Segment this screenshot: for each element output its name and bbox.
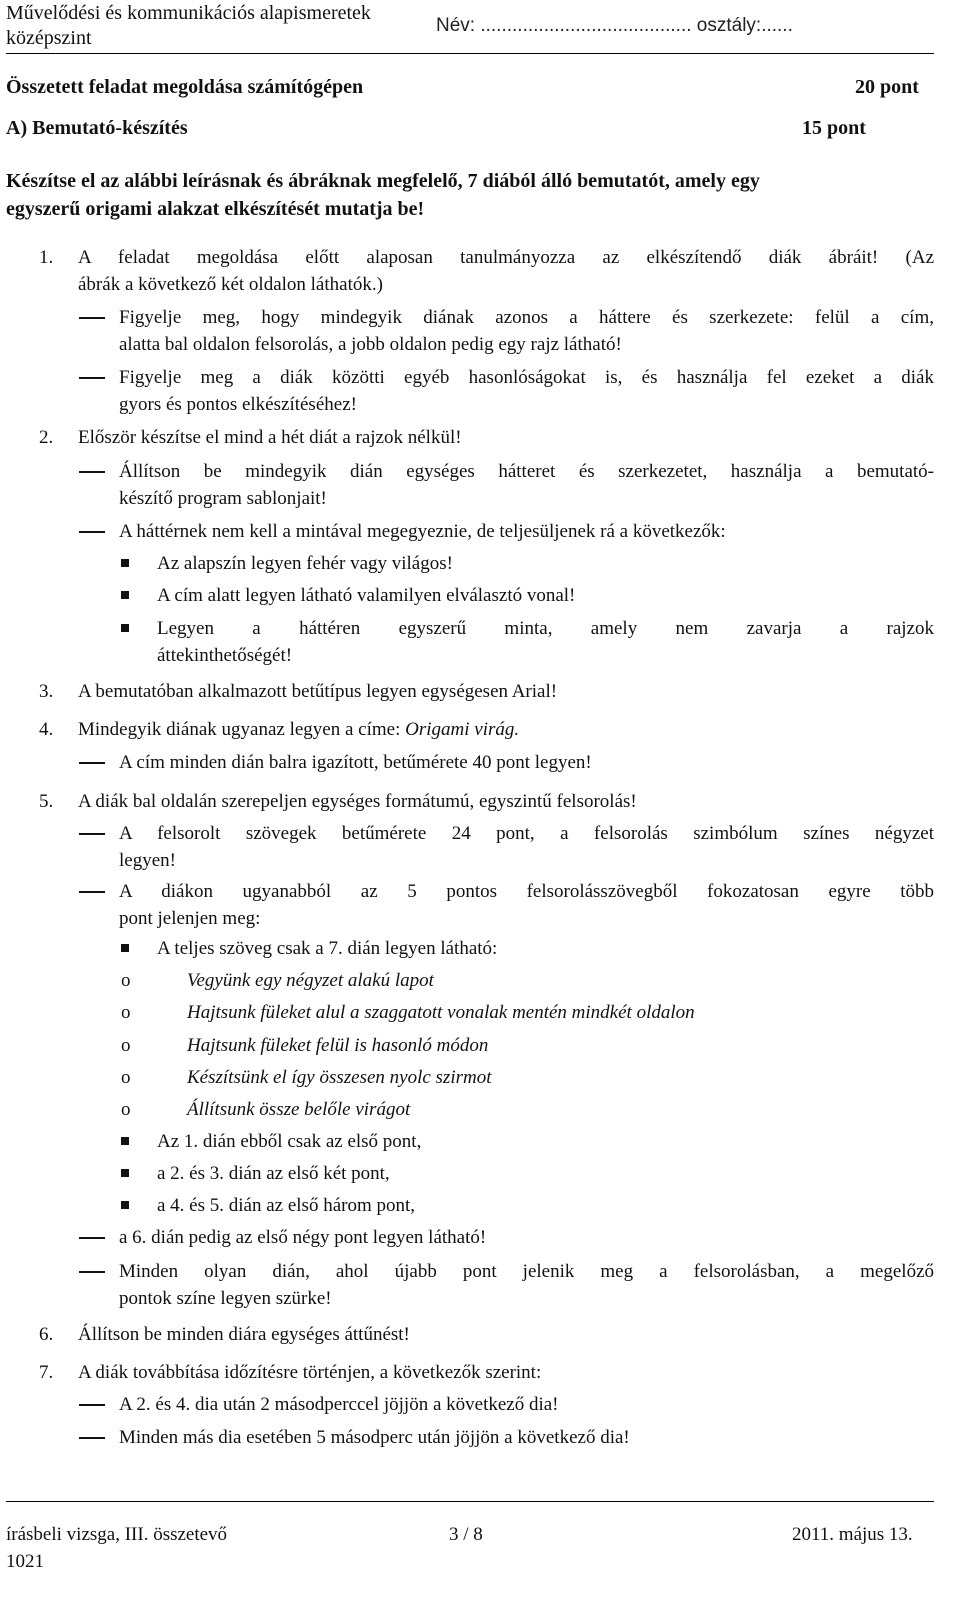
circle-bullet: o [121, 970, 131, 991]
square-bullet [121, 1169, 129, 1177]
item-5-line-1: A diák bal oldalán szerepeljen egységes formátumú, egyszintű felsorolás! [78, 791, 637, 812]
item-2-square-3b: áttekinthetőségét! [157, 645, 293, 666]
square-bullet [121, 1137, 129, 1145]
item-5-square-4: a 4. és 5. dián az első három pont, [157, 1195, 416, 1216]
item-5-sub-5: Állítsunk össze belőle virágot [187, 1099, 411, 1120]
item-2-dash-1b: készítő program sablonjait! [119, 488, 327, 509]
item-4-title-italic: Origami virág. [405, 719, 520, 740]
square-bullet [121, 624, 129, 632]
item-5-sub-1: Vegyünk egy négyzet alakú lapot [187, 970, 434, 991]
intro-line-1: Készítse el az alábbi leírásnak és ábráknak megfelelő, 7 diából álló bemutatót, amely egy [6, 170, 760, 192]
item-2-dash-2: A háttérnek nem kell a mintával megegyeznie, de teljesüljenek rá a következők: [119, 521, 726, 542]
header-level: középszint [6, 27, 92, 49]
dash-bullet [79, 1271, 105, 1273]
item-5-square-3: a 2. és 3. dián az első két pont, [157, 1163, 390, 1184]
item-5-dash-4b: pontok színe legyen szürke! [119, 1288, 332, 1309]
item-5-sub-2: Hajtsunk füleket alul a szaggatott vonalak mentén mindkét oldalon [187, 1002, 695, 1023]
item-5-dash-2a: A diákon ugyanabból az 5 pontos felsorolásszövegből fokozatosan egyre több [119, 881, 934, 902]
dash-bullet [79, 1437, 105, 1439]
footer-page: 3 / 8 [449, 1524, 483, 1545]
footer-code: 1021 [6, 1551, 44, 1572]
item-5-dash-2b: pont jelenjen meg: [119, 908, 261, 929]
item-1-line-2: ábrák a következő két oldalon láthatók.) [78, 274, 383, 295]
item-2-line-1: Először készítse el mind a hét diát a rajzok nélkül! [78, 427, 462, 448]
item-4-dash-1: A cím minden dián balra igazított, betűmérete 40 pont legyen! [119, 752, 592, 773]
item-7-dash-2: Minden más dia esetében 5 másodperc után jöjjön a következő dia! [119, 1427, 630, 1448]
dash-bullet [79, 891, 105, 893]
item-number: 3. [39, 681, 54, 702]
task-title: Összetett feladat megoldása számítógépen [6, 76, 364, 98]
dash-bullet [79, 1404, 105, 1406]
item-2-square-1: Az alapszín legyen fehér vagy világos! [157, 553, 453, 574]
item-5-square-2: Az 1. dián ebből csak az első pont, [157, 1131, 422, 1152]
footer-exam: írásbeli vizsga, III. összetevő [6, 1524, 228, 1545]
item-1-dash-1a: Figyelje meg, hogy mindegyik diának azonos a háttere és szerkezete: felül a cím, [119, 307, 934, 328]
footer-date: 2011. május 13. [792, 1524, 913, 1545]
square-bullet [121, 1201, 129, 1209]
item-1-dash-1b: alatta bal oldalon felsorolás, a jobb oldalon pedig egy rajz látható! [119, 334, 622, 355]
dash-bullet [79, 762, 105, 764]
item-number: 4. [39, 719, 54, 740]
item-5-dash-3: a 6. dián pedig az első négy pont legyen látható! [119, 1227, 487, 1248]
subtask-points: 15 pont [802, 117, 866, 139]
dash-bullet [79, 377, 105, 379]
item-5-dash-1b: legyen! [119, 850, 176, 871]
dash-bullet [79, 471, 105, 473]
circle-bullet: o [121, 1035, 131, 1056]
circle-bullet: o [121, 1067, 131, 1088]
item-4-line-1-text: Mindegyik diának ugyanaz legyen a címe: [78, 719, 406, 740]
item-2-square-3a: Legyen a háttéren egyszerű minta, amely nem zavarja a rajzok [157, 618, 934, 639]
square-bullet [121, 944, 129, 952]
intro-line-2: egyszerű origami alakzat elkészítését mutatja be! [6, 198, 425, 220]
circle-bullet: o [121, 1002, 131, 1023]
item-1-line-1: A feladat megoldása előtt alaposan tanulmányozza az elkészítendő diák ábráit! (Az [78, 247, 934, 268]
header-name-class: Név: ........................................ osztály:...... [436, 15, 793, 36]
dash-bullet [79, 531, 105, 533]
item-5-square-1: A teljes szöveg csak a 7. dián legyen látható: [157, 938, 498, 959]
item-number: 5. [39, 791, 54, 812]
subtask-title: A) Bemutató-készítés [6, 117, 188, 139]
header-rule [6, 53, 934, 54]
item-number: 6. [39, 1324, 54, 1345]
item-3-line-1: A bemutatóban alkalmazott betűtípus legyen egységesen Arial! [78, 681, 558, 702]
item-4-line-1 [78, 717, 519, 743]
item-2-square-2: A cím alatt legyen látható valamilyen elválasztó vonal! [157, 585, 576, 606]
item-number: 7. [39, 1362, 54, 1383]
dash-bullet [79, 1237, 105, 1239]
header-subject: Művelődési és kommunikációs alapismeretek [6, 2, 371, 24]
item-7-line-1: A diák továbbítása időzítésre történjen, a következők szerint: [78, 1362, 542, 1383]
footer-rule [6, 1501, 934, 1502]
dash-bullet [79, 317, 105, 319]
item-number: 2. [39, 427, 54, 448]
item-1-dash-2b: gyors és pontos elkészítéséhez! [119, 394, 357, 415]
square-bullet [121, 559, 129, 567]
item-5-sub-4: Készítsünk el így összesen nyolc szirmot [187, 1067, 492, 1088]
item-5-dash-1a: A felsorolt szövegek betűmérete 24 pont, a felsorolás szimbólum színes négyzet [119, 823, 934, 844]
circle-bullet: o [121, 1099, 131, 1120]
item-number: 1. [39, 247, 54, 268]
task-points: 20 pont [855, 76, 919, 98]
square-bullet [121, 591, 129, 599]
item-5-sub-3: Hajtsunk füleket felül is hasonló módon [187, 1035, 489, 1056]
dash-bullet [79, 833, 105, 835]
item-5-dash-4a: Minden olyan dián, ahol újabb pont jelenik meg a felsorolásban, a megelőző [119, 1261, 934, 1282]
item-6-line-1: Állítson be minden diára egységes áttűnést! [78, 1324, 410, 1345]
item-1-dash-2a: Figyelje meg a diák közötti egyéb hasonlóságokat is, és használja fel ezeket a diák [119, 367, 934, 388]
item-2-dash-1a: Állítson be mindegyik dián egységes hátteret és szerkezetet, használja a bemutató- [119, 461, 934, 482]
item-7-dash-1: A 2. és 4. dia után 2 másodperccel jöjjön a következő dia! [119, 1394, 559, 1415]
